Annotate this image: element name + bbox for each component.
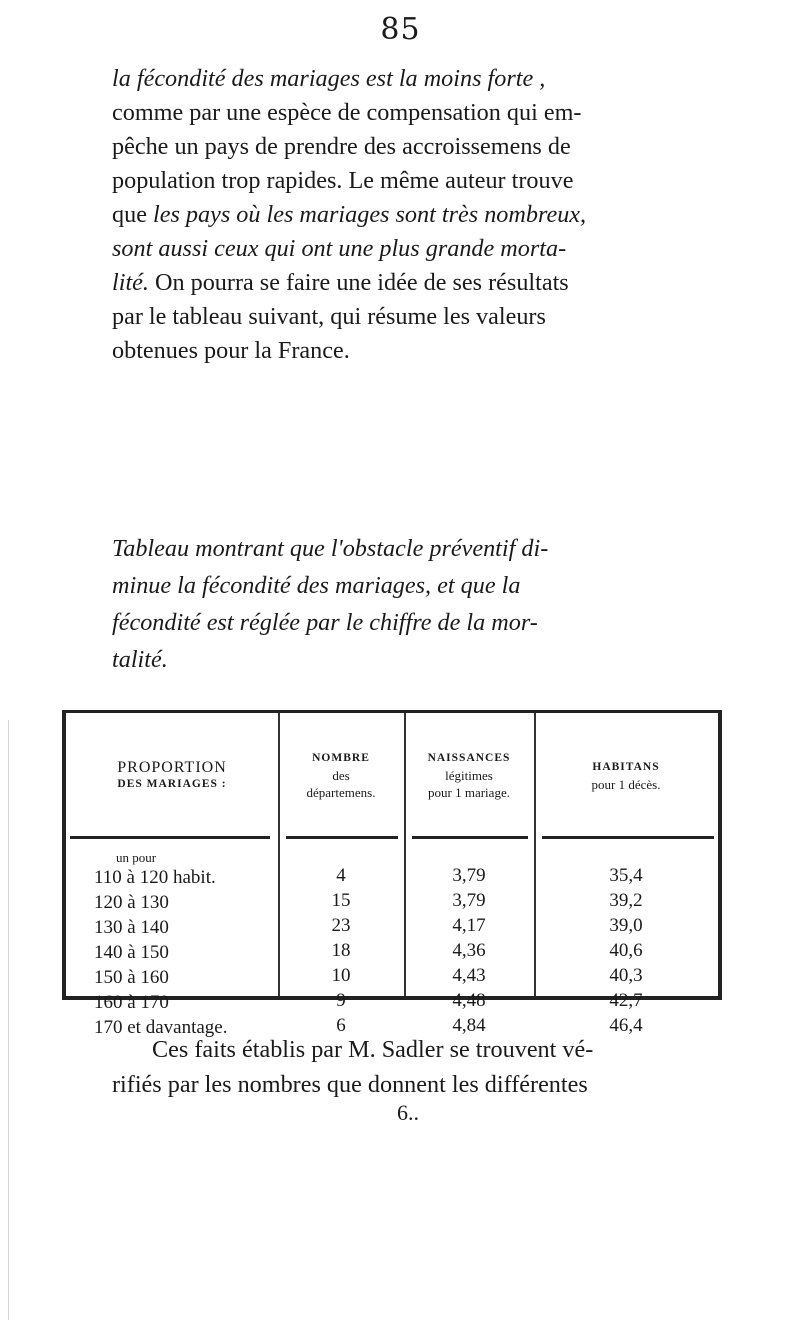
column-header: PROPORTION DES MARIAGES : bbox=[117, 758, 227, 790]
table-cell: 110 à 120 habit. bbox=[94, 867, 216, 888]
table-cell: 40,3 bbox=[609, 965, 643, 986]
table-cell: 3,79 bbox=[452, 890, 486, 911]
paragraph-line: pêche un pays de prendre des accroissemens de bbox=[112, 133, 571, 160]
table-cell: 42,7 bbox=[609, 990, 643, 1011]
binding-edge bbox=[8, 720, 9, 1320]
table-cell: 160 à 170 bbox=[94, 992, 169, 1013]
table-cell: 4,48 bbox=[452, 990, 486, 1011]
column-naissances bbox=[404, 713, 534, 1036]
paragraph-line: obtenues pour la France. bbox=[112, 337, 350, 364]
table-cell: 39,2 bbox=[609, 890, 643, 911]
paragraph-line: Ces faits établis par M. Sadler se trouvent vé- bbox=[152, 1036, 594, 1063]
body-paragraph bbox=[112, 62, 702, 368]
closing-paragraph bbox=[112, 1032, 712, 1102]
table-cell: 9 bbox=[336, 990, 346, 1011]
column-proportion bbox=[66, 713, 278, 1038]
catchword: 6.. bbox=[397, 1100, 419, 1125]
table-cell: 150 à 160 bbox=[94, 967, 169, 988]
paragraph-line: que les pays où les mariages sont très nombreux, bbox=[112, 201, 587, 228]
paragraph-line: par le tableau suivant, qui résume les valeurs bbox=[112, 303, 546, 330]
data-table bbox=[62, 710, 722, 1038]
table-cell: 23 bbox=[331, 915, 351, 936]
paragraph-line: sont aussi ceux qui ont une plus grande morta- bbox=[112, 235, 567, 262]
caption-line: fécondité est réglée par le chiffre de la mor- bbox=[112, 609, 538, 636]
paragraph-line: population trop rapides. Le même auteur trouve bbox=[112, 167, 574, 194]
caption-line: minue la fécondité des mariages, et que la bbox=[112, 572, 521, 599]
table-cell: 120 à 130 bbox=[94, 892, 169, 913]
caption-line: talité. bbox=[112, 646, 168, 673]
table-cell: 18 bbox=[331, 940, 351, 961]
table-cell: 4,43 bbox=[452, 965, 486, 986]
paragraph-line: rifiés par les nombres que donnent les différentes bbox=[112, 1071, 588, 1098]
table-cell: 39,0 bbox=[609, 915, 643, 936]
column-nombre bbox=[278, 713, 404, 1036]
table-cell: 4,84 bbox=[452, 1015, 486, 1036]
paragraph-line: la fécondité des mariages est la moins forte , bbox=[112, 65, 546, 92]
table-cell: 4 bbox=[336, 865, 346, 886]
table-cell: 10 bbox=[331, 965, 351, 986]
column-header: NAISSANCES légitimes pour 1 mariage. bbox=[427, 752, 511, 800]
table-cell: 140 à 150 bbox=[94, 942, 169, 963]
table-cell: 170 et davantage. bbox=[94, 1017, 228, 1038]
table-cell: 130 à 140 bbox=[94, 917, 169, 938]
paragraph-line: comme par une espèce de compensation qui em- bbox=[112, 99, 582, 126]
table-caption bbox=[112, 530, 702, 678]
table-cell: 4,17 bbox=[452, 915, 486, 936]
column-header: HABITANS pour 1 décès. bbox=[591, 760, 661, 792]
table-cell: 4,36 bbox=[452, 940, 486, 961]
table-cell: 15 bbox=[331, 890, 351, 911]
table-cell: 6 bbox=[336, 1015, 346, 1036]
table-cell: 35,4 bbox=[609, 865, 643, 886]
table-cell: 46,4 bbox=[609, 1015, 643, 1036]
table-cell: 3,79 bbox=[452, 865, 486, 886]
page-number: 85 bbox=[380, 12, 421, 47]
column-header: NOMBRE des départemens. bbox=[306, 752, 376, 800]
table-cell: 40,6 bbox=[609, 940, 643, 961]
paragraph-line: lité. On pourra se faire une idée de ses résultats bbox=[112, 269, 569, 296]
column-habitans bbox=[534, 713, 718, 1036]
unit-label: un pour bbox=[116, 850, 157, 865]
caption-line: Tableau montrant que l'obstacle préventif di- bbox=[112, 535, 549, 562]
